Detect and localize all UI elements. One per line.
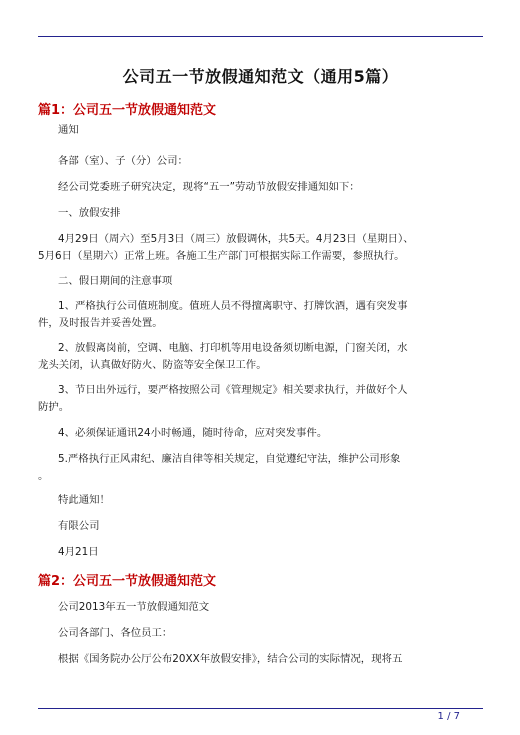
paragraph-recipients [58,153,502,170]
paragraph-intro [58,179,502,196]
paragraph-note-1 [38,298,482,332]
paragraph-line: 二、假日期间的注意事项 [58,275,173,287]
paragraph-second-intro [58,651,502,668]
paragraph-note-2 [38,340,482,374]
paragraph-line: 4月21日 [58,546,99,558]
paragraph-closing [58,492,502,509]
section-heading-2: 篇2：公司五一节放假通知范文 [38,574,217,589]
paragraph-note-4 [58,425,502,442]
paragraph-line: 。 [38,470,49,482]
paragraph-line: 4月29日（周六）至5月3日（周三）放假调休，共5天。4月23日（星期日）、 [58,233,414,245]
paragraph-note-3 [38,382,482,416]
paragraph-second-title [58,599,502,616]
paragraph-line: 龙头关闭，认真做好防火、防盗等安全保卫工作。 [38,359,267,371]
paragraph-note-5 [38,451,482,485]
paragraph-line: 件，及时报告并妥善处置。 [38,317,163,329]
paragraph-holiday-schedule [38,231,482,265]
paragraph-line: 4、必须保证通讯24小时畅通，随时待命，应对突发事件。 [58,427,328,439]
paragraph-line: 5.严格执行正风肃纪、廉洁自律等相关规定，自觉遵纪守法，维护公司形象 [58,453,401,465]
section-heading-1: 篇1：公司五一节放假通知范文 [38,103,217,118]
paragraph-line: 特此通知！ [58,494,110,506]
paragraph-line: 一、放假安排 [58,207,121,219]
paragraph-line: 5月6日（星期六）正常上班。各施工生产部门可根据实际工作需要，参照执行。 [38,250,405,262]
document-title: 公司五一节放假通知范文（通用5篇） [122,67,399,86]
paragraph-notice [58,122,502,139]
paragraph-signature [58,518,502,535]
paragraph-second-recipients [58,625,502,642]
footer-rule [38,708,483,709]
paragraph-line: 根据《国务院办公厅公布20XX年放假安排》，结合公司的实际情况，现将五 [58,653,403,665]
paragraph-line: 公司各部门、各位员工： [58,627,173,639]
paragraph-line: 公司2013年五一节放假通知范文 [58,601,210,613]
paragraph-line: 经公司党委班子研究决定，现将“五一”劳动节放假安排通知如下： [58,181,360,193]
paragraph-line: 有限公司 [58,520,100,532]
paragraph-line: 防护。 [38,401,70,413]
paragraph-line: 3、节日出外远行，要严格按照公司《管理规定》相关要求执行，并做好个人 [58,384,408,396]
paragraph-line: 通知 [58,124,79,136]
page-number: 1 / 7 [437,711,460,722]
paragraph-line: 2、放假离岗前，空调、电脑、打印机等用电设备须切断电源，门窗关闭，水 [58,342,408,354]
paragraph-holiday-heading [58,205,502,222]
paragraph-line: 1、严格执行公司值班制度。值班人员不得擅离职守、打牌饮酒，遇有突发事 [58,300,408,312]
paragraph-notes-heading [58,273,502,290]
paragraph-line: 各部（室）、子（分）公司： [58,155,188,167]
paragraph-date [58,544,502,561]
header-rule [38,36,483,37]
